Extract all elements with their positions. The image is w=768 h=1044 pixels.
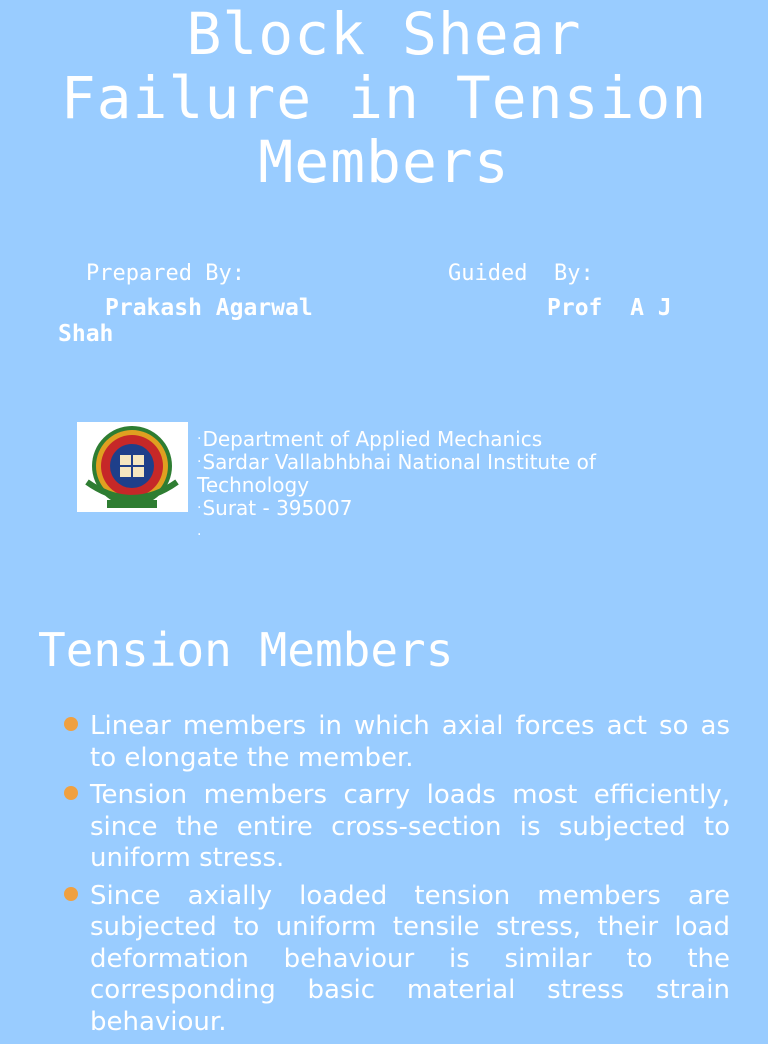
- empty-bullet-line: ·: [197, 527, 202, 543]
- bullet-dot-icon: [64, 786, 78, 800]
- address-line: ·Surat - 395007: [197, 496, 353, 520]
- guide-name: Prof A J: [547, 295, 672, 321]
- section-heading: Tension Members: [38, 623, 454, 677]
- list-item: Tension members carry loads most efficiently, since the entire cross-section is subjected to uniform stress.: [64, 780, 730, 875]
- institute-seal-icon: [77, 422, 188, 512]
- department-line: ·Department of Applied Mechanics: [197, 427, 543, 451]
- bullet-dot-icon: [64, 887, 78, 901]
- title-line-1: Block Shear: [186, 0, 582, 68]
- list-item: Linear members in which axial forces act so as to elongate the member.: [64, 711, 730, 774]
- author-name: Prakash Agarwal: [105, 295, 313, 321]
- bullet-list: [38, 711, 730, 1044]
- title-line-3: Members: [258, 128, 510, 196]
- institute-line-continued: Technology: [197, 473, 310, 497]
- institution-details: [197, 428, 647, 547]
- institute-line: ·Sardar Vallabhbhai National Institute of: [197, 450, 596, 474]
- title-line-2: Failure in Tension: [60, 64, 708, 132]
- author-name-continued: Shah: [58, 321, 114, 347]
- prepared-by-label: Prepared By:: [86, 261, 245, 286]
- bullet-dot-icon: [64, 717, 78, 731]
- slide-title: [0, 2, 768, 194]
- list-item: Since axially loaded tension members are subjected to uniform tensile stress, their load deformation behaviour is similar to the corresponding basic material stress strain behaviour.: [64, 881, 730, 1039]
- guided-by-label: Guided By:: [448, 261, 594, 286]
